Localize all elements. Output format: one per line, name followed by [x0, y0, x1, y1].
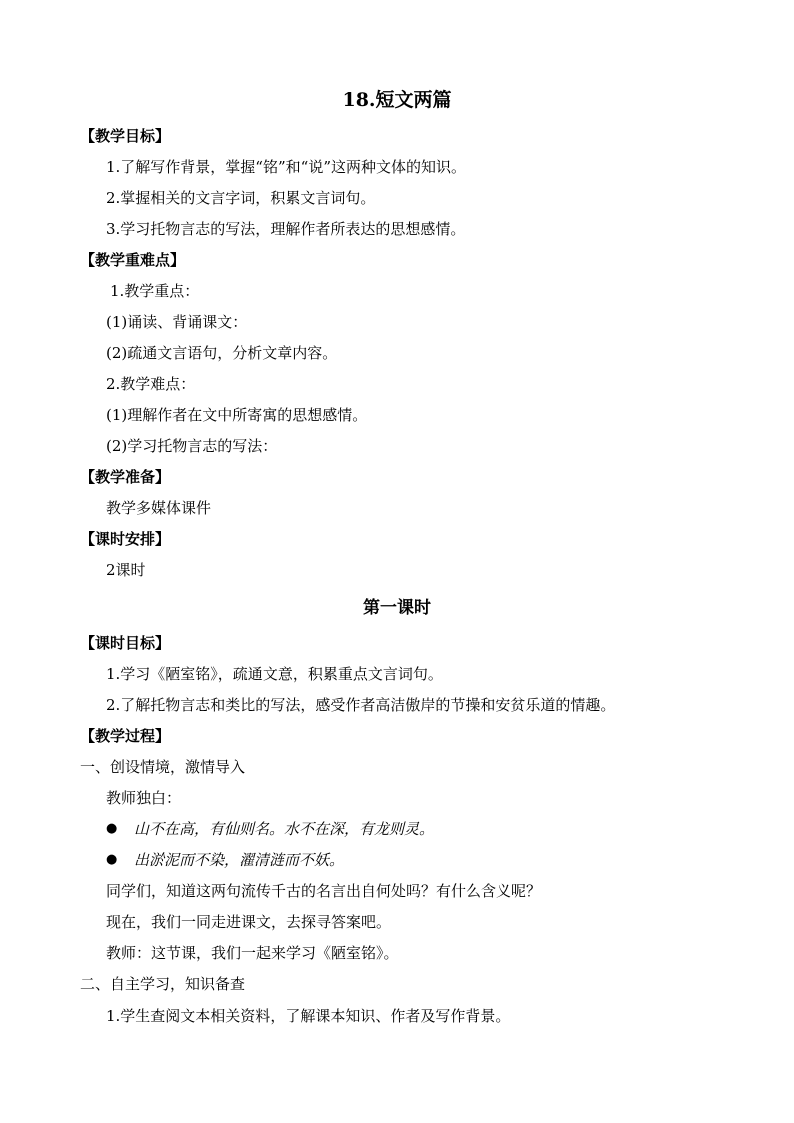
quote-item-1: 山不在高，有仙则名。水不在深，有龙则灵。: [134, 820, 435, 838]
paragraph-2: 现在，我们一同走进课文，去探寻答案吧。: [106, 913, 392, 931]
quote-item-2: 出淤泥而不染，濯清涟而不妖。: [134, 851, 345, 869]
key-point-item-1: (1)诵读、背诵课文：: [106, 313, 248, 331]
difficult-points-label: 2.教学难点：: [106, 375, 196, 393]
lesson-title: 第一课时: [363, 598, 431, 618]
bullet-icon: ●: [106, 821, 118, 836]
paragraph-1: 同学们，知道这两句流传千古的名言出自何处吗？有什么含义呢？: [106, 882, 542, 900]
goal-item-3: 3.学习托物言志的写法，理解作者所表达的思想感情。: [106, 220, 466, 238]
goal-item-1: 1.了解写作背景，掌握“铭”和“说”这两种文体的知识。: [106, 158, 466, 176]
key-difficult-heading: 【教学重难点】: [80, 251, 186, 269]
key-points-label: 1.教学重点：: [110, 282, 200, 300]
step-1-heading: 一、创设情境，激情导入: [80, 758, 246, 776]
preparation-heading: 【教学准备】: [80, 468, 171, 486]
lesson-goal-item-2: 2.了解托物言志和类比的写法，感受作者高洁傲岸的节操和安贫乐道的情趣。: [106, 696, 616, 714]
schedule-text: 2课时: [106, 561, 146, 579]
difficult-point-item-2: (2)学习托物言志的写法：: [106, 437, 278, 455]
lesson-goals-heading: 【课时目标】: [80, 634, 171, 652]
teacher-monologue-label: 教师独白：: [106, 789, 182, 807]
step-2-heading: 二、自主学习，知识备查: [80, 975, 246, 993]
goal-item-2: 2.掌握相关的文言字词，积累文言词句。: [106, 189, 376, 207]
paragraph-3: 教师：这节课，我们一起来学习《陋室铭》。: [106, 944, 399, 962]
lesson-goal-item-1: 1.学习《陋室铭》，疏通文意，积累重点文言词句。: [106, 665, 443, 683]
page-title: 18.短文两篇: [342, 89, 452, 111]
key-point-item-2: (2)疏通文言语句，分析文章内容。: [106, 344, 338, 362]
bullet-icon: ●: [106, 852, 118, 867]
step-2-item-1: 1.学生查阅文本相关资料，了解课本知识、作者及写作背景。: [106, 1007, 511, 1025]
process-heading: 【教学过程】: [80, 727, 171, 745]
schedule-heading: 【课时安排】: [80, 530, 171, 548]
difficult-point-item-1: (1)理解作者在文中所寄寓的思想感情。: [106, 406, 368, 424]
preparation-text: 教学多媒体课件: [106, 499, 212, 517]
teaching-goals-heading: 【教学目标】: [80, 127, 171, 145]
